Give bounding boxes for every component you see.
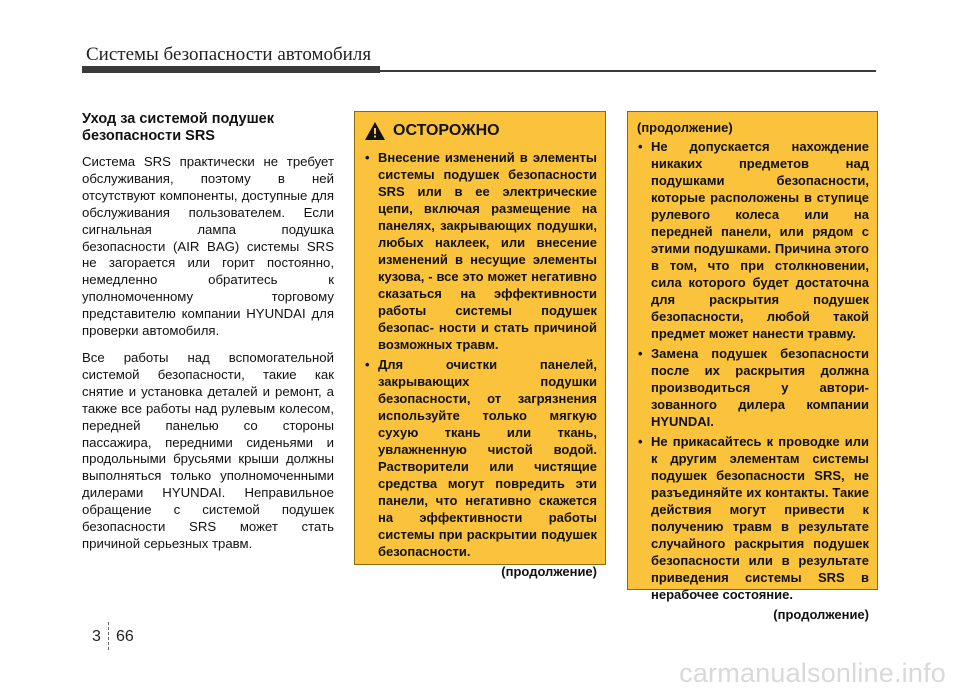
warning-bullet: • Замена подушек безопасности после их раскрытия должна производиться у автори- зованного дилера компании HYUNDAI. <box>637 345 869 430</box>
warning-triangle-icon <box>364 121 386 141</box>
body-paragraph: Все работы над вспомогательной системой безопасности, такие как снятие и установка деталей и ремонт, а также все работы над рулевым колесом, передней панелью со стороны пассажира, передними сиденьями и продольными брусьями крыши должны выполняться только уполномоченными дилерами HYUNDAI. Неправильное обращение с системой подушек безопасности SRS может стать причиной серьезных травм. <box>82 349 334 551</box>
warning-bullet: • Не допускается нахождение никаких предметов над подушками безопасности, которые расположены в ступице рулевого колеса или на передней панели, или рядом с этими подушками. Причина этого в том, что при столкновении, сила которого будет достаточна для раскрытия подушек безопасности, любой такой предмет может нанести травму. <box>637 138 869 342</box>
header-bar <box>82 66 380 73</box>
page-number: 66 <box>116 628 134 645</box>
warning-box <box>354 111 606 579</box>
section-number: 3 <box>92 628 101 645</box>
continued-label: (продолжение) <box>501 564 597 579</box>
continued-warning-box <box>627 111 878 622</box>
page-header-title: Системы безопасности автомобиля <box>86 44 372 65</box>
page-number-divider <box>108 622 109 650</box>
continued-label: (продолжение) <box>773 607 869 622</box>
warning-title: ОСТОРОЖНО <box>393 122 500 139</box>
section-heading: Уход за системой подушек безопасности SRS <box>82 111 274 144</box>
header-rule <box>380 70 876 72</box>
warning-bullet: • Внесение изменений в элементы системы подушек безопасности SRS или в ее электрические цепи, включая размещение на панелях, закрывающих подушки, любых наклеек, или внесение изменений в несущие элементы кузова, - все это может негативно сказаться на эффективности работы системы подушек безопас- ности и стать причиной возможных травм. <box>364 149 597 353</box>
watermark: carmanualsonline.info <box>679 658 946 688</box>
body-paragraph: Система SRS практически не требует обслуживания, поэтому в ней отсутствуют компоненты, доступные для обслуживания пользователем. Если сигнальная лампа подушка безопасности (AIR BAG) системы SRS не загорается или горит постоянно, немедленно обратитесь к уполномоченному торговому представителю компании HYUNDAI для проверки автомобиля. <box>82 154 334 339</box>
continued-heading: (продолжение) <box>637 120 733 135</box>
warning-title-row <box>364 119 597 143</box>
warning-bullet: • Не прикасайтесь к проводке или к другим элементам системы подушек безопасности SRS, не разъединяйте их контакты. Такие действия могут привести к получению травм в результате случайного раскрытия подушек безопасности или в результате приведения системы SRS в нерабочее состояние. <box>637 433 869 603</box>
warning-bullet: • Для очистки панелей, закрывающих подушки безопасности, от загрязнения используйте только мягкую сухую ткань или ткань, увлажненную чистой водой. Растворители или чистящие средства могут повредить эти панели, что негативно скажется на эффективности работы системы при раскрытии подушек безопасности. <box>364 356 597 560</box>
left-column <box>82 111 334 563</box>
